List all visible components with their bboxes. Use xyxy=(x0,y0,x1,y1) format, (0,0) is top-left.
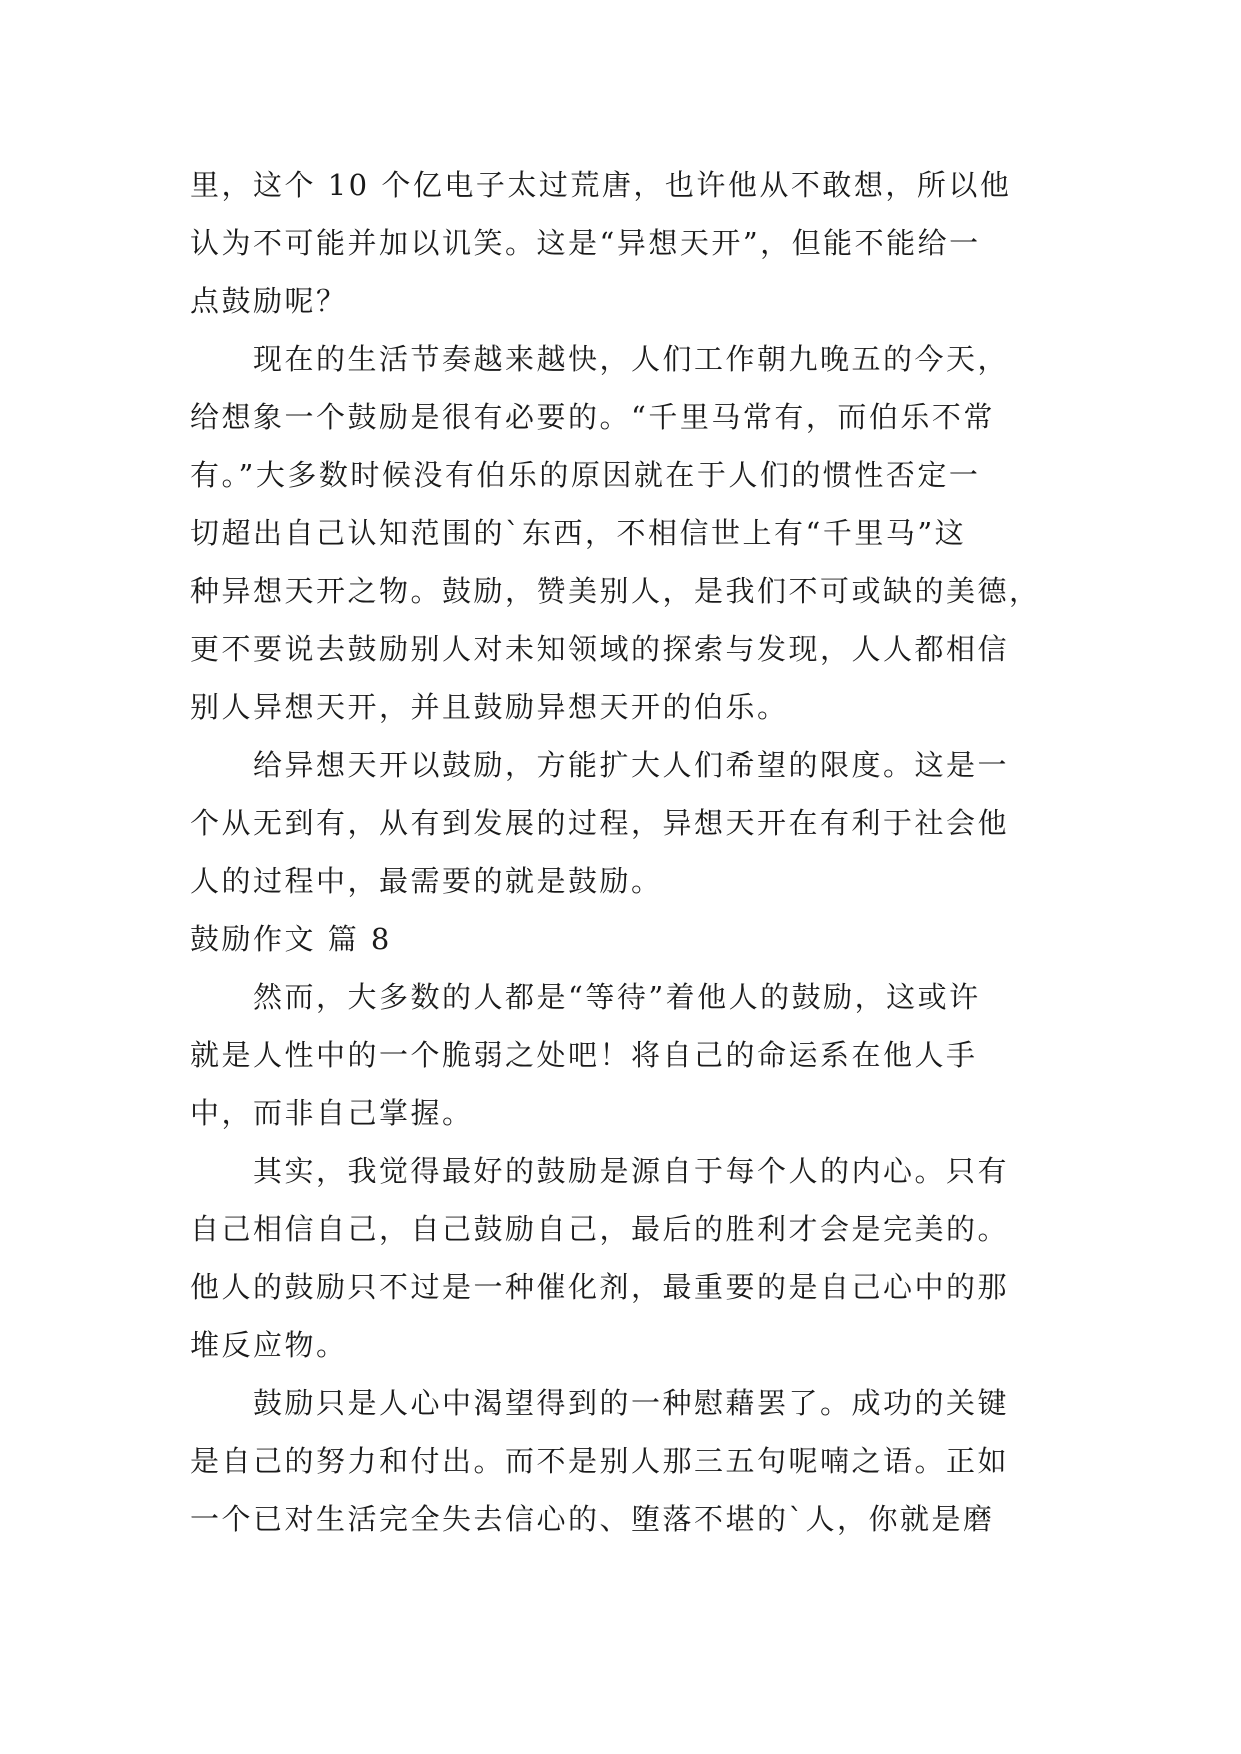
text-line: 给异想天开以鼓励，方能扩大人们希望的限度。这是一 xyxy=(190,748,1010,782)
text-line: 给想象一个鼓励是很有必要的。“千里马常有，而伯乐不常 xyxy=(190,400,995,434)
text-line: 中，而非自己掌握。 xyxy=(190,1096,474,1130)
text-line: 个从无到有，从有到发展的过程，异想天开在有利于社会他 xyxy=(190,806,1010,840)
text-line: 切超出自己认知范围的`东西，不相信世上有“千里马”这 xyxy=(190,516,967,550)
text-line: 别人异想天开，并且鼓励异想天开的伯乐。 xyxy=(190,690,789,724)
text-line: 人的过程中，最需要的就是鼓励。 xyxy=(190,864,663,898)
text-line: 就是人性中的一个脆弱之处吧！将自己的命运系在他人手 xyxy=(190,1038,978,1072)
text-line: 更不要说去鼓励别人对未知领域的探索与发现，人人都相信 xyxy=(190,632,1010,666)
text-line: 鼓励只是人心中渴望得到的一种慰藉罢了。成功的关键 xyxy=(190,1386,1010,1420)
text-line: 有。”大多数时候没有伯乐的原因就在于人们的惯性否定一 xyxy=(190,458,981,492)
paragraph xyxy=(190,156,1070,330)
section-heading: 鼓励作文 篇 8 xyxy=(190,922,392,956)
paragraph xyxy=(190,330,1070,736)
text-line: 其实，我觉得最好的鼓励是源自于每个人的内心。只有 xyxy=(190,1154,1010,1188)
text-line: 种异想天开之物。鼓励，赞美别人，是我们不可或缺的美德， xyxy=(190,574,1041,608)
text-line: 里，这个 10 个亿电子太过荒唐，也许他从不敢想，所以他 xyxy=(190,168,1012,202)
paragraph xyxy=(190,1142,1070,1374)
text-line: 他人的鼓励只不过是一种催化剂，最重要的是自己心中的那 xyxy=(190,1270,1010,1304)
text-line: 点鼓励呢？ xyxy=(190,284,348,318)
text-line: 自己相信自己，自己鼓励自己，最后的胜利才会是完美的。 xyxy=(190,1212,1010,1246)
text-line: 是自己的努力和付出。而不是别人那三五句呢喃之语。正如 xyxy=(190,1444,1010,1478)
paragraph xyxy=(190,1374,1070,1548)
paragraph xyxy=(190,736,1070,910)
text-line: 认为不可能并加以讥笑。这是“异想天开”，但能不能给一 xyxy=(190,226,981,260)
article-body xyxy=(190,156,1070,1548)
text-line: 然而，大多数的人都是“等待”着他人的鼓励，这或许 xyxy=(190,980,981,1014)
paragraph xyxy=(190,968,1070,1142)
text-line: 现在的生活节奏越来越快，人们工作朝九晚五的今天， xyxy=(190,342,1010,376)
text-line: 一个已对生活完全失去信心的、堕落不堪的`人，你就是磨 xyxy=(190,1502,995,1536)
text-line: 堆反应物。 xyxy=(190,1328,348,1362)
